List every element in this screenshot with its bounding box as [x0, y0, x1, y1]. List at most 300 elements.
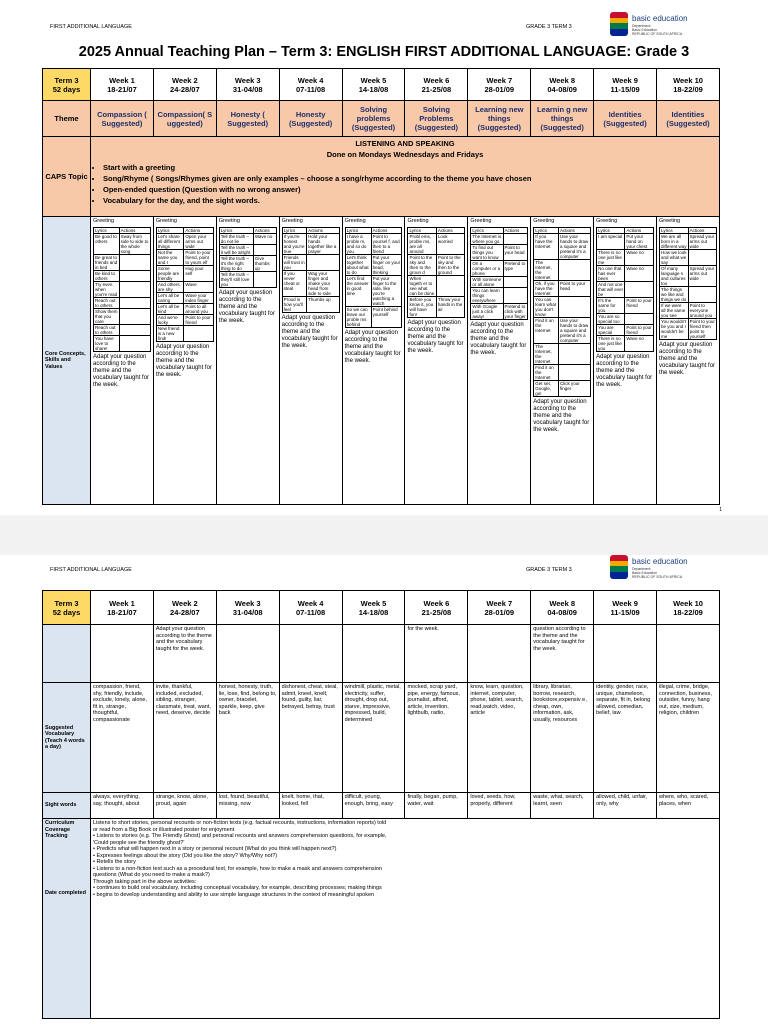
lyric-cell: I am special — [597, 233, 625, 249]
song-row — [660, 233, 717, 249]
action-cell: Wave no — [625, 335, 654, 351]
coat-of-arms-icon — [610, 555, 628, 579]
song-row — [345, 254, 402, 275]
greeting-label: Greeting — [533, 218, 555, 224]
curriculum-line: • Retells the story — [93, 859, 136, 865]
curriculum-line: 'Could people see the friendly ghost?' — [93, 839, 185, 846]
lyric-cell: The Internet, the Internet — [534, 343, 559, 364]
plan-table-page-2 — [42, 590, 720, 1019]
song-row — [94, 324, 151, 335]
song-row — [534, 259, 591, 280]
core-cell — [216, 217, 279, 505]
action-cell — [503, 276, 528, 287]
cont-cell — [216, 625, 279, 683]
header-subject: FIRST ADDITIONAL LANGUAGE — [50, 567, 132, 573]
action-cell: Point to your head — [559, 280, 591, 296]
song-row — [660, 302, 717, 318]
song-row — [94, 297, 151, 308]
song-row — [156, 303, 213, 314]
sight-cell: finally, began, pump, water, wait — [405, 793, 468, 819]
song-row — [408, 233, 465, 254]
action-cell: Point to your friend, point to yours elf — [184, 249, 213, 265]
action-cell: Wave — [184, 281, 213, 292]
action-cell — [688, 249, 716, 265]
vocab-cell: mocked, scrap yard, pipe, energy, famous, journalist, afford, article, invention, lightbulb, radio, — [405, 683, 468, 793]
coat-of-arms-icon — [610, 12, 628, 36]
adapt-question-text: Adapt your question according to the theme and the vocabulary taught for the week. — [533, 398, 590, 433]
week-cell: Week 7 28-01/09 — [468, 591, 531, 625]
lyric-cell: When togeth er to see what can be done — [408, 275, 436, 296]
cont-cell — [468, 625, 531, 683]
action-cell: Put your finger on your head, thinking — [372, 254, 401, 275]
song-row — [597, 265, 654, 281]
lyric-cell: Proud is how you'll feel — [282, 296, 307, 312]
vocab-cell: illegal, crime, bridge, connection, business, outsider, funny, hang out, size, medium, religion, children — [657, 683, 720, 793]
song-row — [345, 275, 402, 306]
action-cell — [184, 325, 213, 341]
action-cell: Pretend to click with your finger — [504, 303, 526, 319]
song-row — [597, 249, 654, 265]
actions-header: Actions — [503, 227, 528, 233]
lyric-cell: Let's all be kind — [156, 303, 184, 314]
song-row — [282, 233, 339, 254]
actions-header: Actions — [371, 227, 402, 233]
week-cell: Week 3 31-04/08 — [216, 591, 279, 625]
song-row — [94, 233, 151, 254]
song-row — [597, 281, 654, 297]
action-cell: Wave your index finger — [184, 292, 213, 303]
song-row — [471, 276, 528, 287]
lyric-cell: Let's think together about what to do — [345, 254, 371, 275]
action-cell — [119, 254, 150, 270]
action-cell — [119, 335, 150, 351]
actions-header: Actions — [436, 227, 464, 233]
theme-label: Theme — [43, 101, 91, 137]
week-cell: Week 7 28-01/09 — [468, 69, 531, 101]
lyric-cell: No one that has ever been — [597, 265, 625, 281]
header-subject: FIRST ADDITIONAL LANGUAGE — [50, 24, 132, 30]
action-cell: Wave no — [625, 249, 654, 265]
core-cell — [657, 217, 720, 505]
lyric-cell: You are special — [597, 324, 625, 335]
lyric-cell: You can learn things everywhere — [471, 287, 503, 303]
action-cell: Point to your friend — [625, 297, 654, 313]
song-row — [597, 335, 654, 351]
lyric-cell: Point to the sky and then to the groun d — [408, 254, 436, 275]
song-table — [93, 227, 151, 352]
core-label: Core Concepts, Skills and Values — [43, 217, 91, 505]
greeting-label: Greeting — [407, 218, 429, 224]
song-row — [534, 343, 591, 364]
week-cell: Week 2 24-28/07 — [153, 69, 216, 101]
page-header — [48, 557, 720, 585]
core-cell — [405, 217, 468, 505]
lyrics-header: Lyrics — [660, 227, 689, 233]
caps-subheading: Done on Mondays Wednesdays and Fridays — [326, 150, 484, 159]
curriculum-label: Curriculum Coverage Tracking Date completed — [43, 819, 91, 1019]
lyric-cell: There is no one just like me — [597, 249, 625, 265]
sight-cell: loved, seeds, how, properly, different — [468, 793, 531, 819]
lyric-cell: Tell the truth – do not lie — [219, 233, 253, 244]
lyric-cell: So we can leave our proble ms behind — [345, 306, 371, 327]
cont-cell — [594, 625, 657, 683]
action-cell — [119, 308, 150, 324]
greeting-label: Greeting — [281, 218, 303, 224]
lyrics-header: Lyrics — [408, 227, 436, 233]
vocab-cell: compassion, friend, shy, friendly, include, exclude, lonely, alone, fit in, strange, thoughtful, compassionate — [91, 683, 154, 793]
song-row — [219, 233, 276, 244]
week-cell: Week 5 14-18/08 — [342, 69, 405, 101]
lyrics-header: Lyrics — [94, 227, 120, 233]
lyric-cell: With Google just a click away! — [471, 303, 503, 319]
week-cell: Week 10 18-22/09 — [657, 69, 720, 101]
song-row — [534, 233, 591, 259]
core-cell — [342, 217, 405, 505]
action-cell — [307, 254, 339, 270]
actions-header: Actions — [625, 227, 654, 233]
adapt-question-text: Adapt your question according to the theme and the vocabulary taught for the week. — [470, 321, 527, 356]
lyric-cell: Some people are friendly — [156, 265, 184, 281]
action-cell: Put your hand on your chest — [625, 233, 654, 249]
week-cell: Week 8 04-08/09 — [531, 591, 594, 625]
lyric-cell: We are all born in a different way — [661, 233, 687, 249]
adapt-question-text: Adapt your question according to the theme and the vocabulary taught for the week. — [93, 353, 150, 388]
song-row — [156, 325, 213, 341]
logo-title: basic education — [632, 14, 688, 23]
lyrics-header: Lyrics — [219, 227, 253, 233]
lyric-cell: Oh, if you have the Internet — [534, 280, 559, 296]
greeting-label: Greeting — [659, 218, 681, 224]
lyric-cell: The Internet, the Internet — [534, 259, 559, 280]
page-2 — [0, 555, 768, 1024]
lyrics-header: Lyrics — [345, 227, 371, 233]
curriculum-line: • begins to develop understanding and ability to use simple language structures in the context of meaningful spoken — [93, 891, 375, 898]
action-cell: Thumbs up — [307, 296, 339, 312]
term-cell: Term 3 52 days — [43, 591, 91, 625]
action-cell: Open your arms out wide — [184, 233, 213, 249]
song-row — [282, 254, 339, 270]
lyric-cell: Of many language s and cultures too — [660, 265, 689, 286]
theme-cell: Compassion( S uggested) — [153, 101, 216, 137]
action-cell: Point to everyone around you — [688, 302, 716, 318]
vocab-cell: dishonest, cheat, steal, admit, kneel, knelt, found, guilty, liar, betrayed, betray, trust — [279, 683, 342, 793]
lyric-cell: You are so special too — [597, 313, 625, 324]
theme-cell: Solving Problems (Suggested) — [405, 101, 468, 137]
vocab-cell: windmill, plastic, metal, electricity, suffer, drought, drop out, starve, impressive, impressed, build, determined — [342, 683, 405, 793]
lyric-cell: Reach out to others — [94, 297, 120, 308]
lyric-cell: Get set, Google, go! — [534, 380, 559, 396]
sight-cell: always, everything, say, thought, about — [91, 793, 154, 819]
core-cell — [594, 217, 657, 505]
plan-table-page-1 — [42, 68, 720, 505]
vocab-cell: invite, thankful, included, excluded, sibling, stranger, classmate, treat, want, need, deserve, decide — [153, 683, 216, 793]
song-row — [408, 254, 465, 275]
caps-topic — [91, 137, 720, 217]
theme-cell: Learning new things (Suggested) — [468, 101, 531, 137]
lyrics-header: Lyrics — [534, 227, 559, 233]
song-row — [660, 318, 717, 339]
lyric-cell: Friends will trust in you — [283, 254, 305, 270]
core-cell — [91, 217, 154, 505]
department-logo — [610, 12, 720, 40]
curriculum-line: Listens to short stories, personal recounts or non-fiction texts (e.g. factual recounts, instructions, information reports) told — [93, 820, 387, 826]
lyric-cell: Find it on the Internet — [534, 364, 559, 380]
caps-item: • Open-ended question (Question with no wrong answer) — [103, 184, 717, 195]
week-cell: Week 10 18-22/09 — [657, 591, 720, 625]
lyric-cell: And not one that will ever be — [598, 281, 624, 297]
core-cell — [531, 217, 594, 505]
lyric-cell: Not the same you and I — [156, 249, 184, 265]
week-cell: Week 6 21-25/08 — [405, 69, 468, 101]
action-cell — [503, 287, 528, 303]
song-row — [660, 286, 717, 302]
action-cell: Point to your friend — [184, 314, 213, 325]
song-row — [94, 335, 151, 351]
song-row — [471, 260, 528, 276]
actions-header: Actions — [307, 227, 339, 233]
side-blank — [43, 625, 91, 683]
caps-list — [103, 162, 717, 206]
vocabulary-row — [43, 683, 720, 793]
song-row — [408, 275, 465, 296]
sight-cell: where, who, scared, places, when — [657, 793, 720, 819]
curriculum-line: • Expresses feelings about the story (Did you like the story? Why/Why not?) — [93, 852, 278, 859]
department-logo — [610, 555, 720, 583]
cont-cell — [279, 625, 342, 683]
song-row — [219, 271, 276, 287]
action-cell — [625, 313, 654, 324]
action-cell: Put your finger to the side, like you're watching a watch — [371, 275, 402, 306]
song-table — [470, 227, 528, 320]
lyric-cell: If you never cheat or steal — [282, 270, 307, 296]
song-row — [156, 292, 213, 303]
sight-words-label: Sight words — [43, 793, 91, 819]
lyric-cell: Reach out to others — [94, 324, 120, 335]
adapt-question-text: Adapt your question according to the theme and the vocabulary taught for the week. — [155, 343, 212, 378]
action-cell: Wave no — [253, 233, 276, 244]
lyric-cell: With someone or all alone — [472, 276, 502, 287]
lyric-cell: If we were all the same you see — [660, 302, 689, 318]
lyric-cell: Be kind to others — [94, 270, 120, 281]
adapt-question-text: Adapt your question according to the theme and the vocabulary taught for the week. — [218, 289, 275, 324]
theme-cell: Solving problems (Suggested) — [342, 101, 405, 137]
curriculum-line: • Predicts what will happen next in a story or personal recount (What do you think will happen next?) — [93, 846, 337, 852]
lyric-cell: You can learn what you don't know — [534, 296, 559, 317]
week-cell: Week 9 11-15/09 — [594, 591, 657, 625]
action-cell — [559, 259, 591, 280]
vocab-cell: library, librarian, borrow, research, bookstore,expensiv e, cheap, own, information, ask, usually, resources — [531, 683, 594, 793]
song-row — [471, 287, 528, 303]
lyrics-header: Lyrics — [597, 227, 625, 233]
lyric-cell: Before you know it, you will have fun! — [408, 296, 436, 317]
caps-label: CAPS Topic — [43, 137, 91, 217]
song-row — [471, 233, 528, 244]
song-row — [471, 244, 528, 260]
actions-header: Actions — [559, 227, 591, 233]
curriculum-line: Through taking part in the above activities: — [93, 878, 197, 885]
adapt-question-text: Adapt your question according to the theme and the vocabulary taught for the week. — [344, 329, 401, 364]
song-row — [597, 233, 654, 249]
lyric-cell: On a computer or a phone — [471, 260, 503, 276]
action-cell — [253, 244, 276, 255]
actions-header: Actions — [119, 227, 150, 233]
lyric-cell: New friend is a new find! — [156, 325, 184, 341]
lyric-cell: The things we like and things we do — [661, 286, 687, 302]
song-row — [597, 313, 654, 324]
week-cell: Week 5 14-18/08 — [342, 591, 405, 625]
sight-cell: lost, found, beautiful, missing, now — [216, 793, 279, 819]
lyric-cell: Be good to others — [94, 233, 120, 254]
theme-cell: Learnin g new things (Suggested) — [531, 101, 594, 137]
vocab-cell: identity, gender, race, unique, chameleon, separate, fit in, belong allowed, comedian, belief, law — [594, 683, 657, 793]
lyric-cell: Let's all be caring — [156, 292, 184, 303]
lyric-cell: And we're lucky — [156, 314, 184, 325]
sight-cell: difficult, young, enough, bring, easy — [342, 793, 405, 819]
action-cell: Wave no — [625, 265, 654, 281]
song-row — [408, 296, 465, 317]
core-cell — [153, 217, 216, 505]
lyric-cell: It's the same for you — [597, 297, 625, 313]
action-cell: Give thumbs up — [253, 255, 276, 271]
lyric-cell: Find it on the Internet — [534, 317, 559, 343]
action-cell: Point behind yourself — [371, 306, 402, 327]
lyric-cell: And others are shy — [156, 281, 184, 292]
curriculum-line: or read from a Big Book or illustrated poster for enjoyment — [93, 826, 235, 833]
vocab-cell: know, learn, question, internet, computer, phone, tablet, search, read,watch, video, article — [468, 683, 531, 793]
song-row — [534, 296, 591, 317]
action-cell: Pretend to type — [503, 260, 528, 276]
lyric-cell: Try even when you're mad — [94, 281, 120, 297]
song-row — [660, 265, 717, 286]
song-table — [659, 227, 717, 340]
date-completed-label: Date completed — [45, 889, 86, 896]
song-row — [534, 364, 591, 380]
song-table — [533, 227, 591, 397]
greeting-label: Greeting — [344, 218, 366, 224]
lyric-cell: To find out things you want to know — [471, 244, 503, 260]
action-cell: Point to the sky and then to the ground — [436, 254, 464, 275]
actions-header: Actions — [253, 227, 276, 233]
song-table — [219, 227, 277, 288]
theme-cell: Honesty (Suggested) — [279, 101, 342, 137]
theme-cell: Identities (Suggested) — [657, 101, 720, 137]
week-cell: Week 1 18-21/07 — [91, 591, 154, 625]
song-row — [156, 281, 213, 292]
page-gap — [0, 515, 768, 555]
caps-item: • Start with a greeting — [103, 162, 717, 173]
sight-cell: knelt, home, that, looked, fell — [279, 793, 342, 819]
action-cell: Point to yoursel f, and then to a friend — [371, 233, 402, 254]
action-cell: Point to your head — [503, 244, 528, 260]
action-cell: Sway from side to side to the whole song — [120, 233, 149, 254]
lyric-cell: Let's find the answer in good time — [345, 275, 371, 306]
song-row — [219, 244, 276, 255]
song-row — [94, 281, 151, 297]
lyric-cell: You wouldn't be you and I wouldn't be me — [661, 318, 687, 339]
week-header-row — [43, 69, 720, 101]
song-table — [596, 227, 654, 352]
action-cell — [119, 297, 150, 308]
action-cell — [625, 281, 654, 297]
lyric-cell: The Internet is where you go — [472, 233, 502, 244]
caps-item: • Vocabulary for the day, and the sight words. — [103, 195, 717, 206]
song-row — [94, 254, 151, 270]
actions-header: Actions — [688, 227, 716, 233]
action-cell: Point to all around you — [184, 303, 213, 314]
song-row — [282, 270, 339, 296]
song-row — [534, 280, 591, 296]
adapt-question-text: Adapt your question according to the theme and the vocabulary taught for the week. — [407, 319, 464, 354]
lyric-cell: Tell the truth – it will be alright — [219, 244, 253, 255]
logo-subtitle: Department: Basic Education REPUBLIC OF SOUTH AFRICA — [632, 567, 683, 579]
core-cell — [279, 217, 342, 505]
logo-subtitle: Department: Basic Education REPUBLIC OF SOUTH AFRICA — [632, 24, 683, 36]
action-cell: Use your hands to draw a square and pretend it's a computer — [559, 317, 591, 343]
action-cell: Use your hands to draw a square and pretend it's a computer — [559, 233, 591, 259]
greeting-label: Greeting — [596, 218, 618, 224]
action-cell — [559, 343, 591, 364]
song-table — [407, 227, 465, 318]
curriculum-line: • continues to build oral vocabulary, including conceptual vocabulary, for example, describing processes; making things — [93, 885, 382, 891]
lyric-cell: If you have the Internet — [534, 233, 559, 259]
action-cell — [559, 364, 591, 380]
action-cell: Point to your friend — [626, 324, 652, 335]
curriculum-line: questions (What do you need to make a mask?) — [93, 872, 210, 878]
action-cell: Spread your arms out wide — [688, 233, 716, 249]
action-cell: Spread your arms out wide — [688, 265, 716, 286]
week-cell: Week 4 07-11/08 — [279, 591, 342, 625]
lyrics-header: Lyrics — [282, 227, 307, 233]
cont-cell — [91, 625, 154, 683]
action-cell — [253, 271, 276, 287]
action-cell: Hold your hands together like a prayer — [307, 233, 339, 254]
lyric-cell: There is no one just like you — [597, 335, 625, 351]
caps-heading: LISTENING AND SPEAKING — [355, 139, 455, 148]
week-cell: Week 6 21-25/08 — [405, 591, 468, 625]
song-row — [345, 306, 402, 327]
lyric-cell: If you're honest and you're true — [282, 233, 307, 254]
song-row — [597, 324, 654, 335]
song-row — [156, 233, 213, 249]
page-header — [48, 14, 720, 42]
theme-cell: Compassion ( Suggested) — [91, 101, 154, 137]
sight-words-row — [43, 793, 720, 819]
song-row — [534, 380, 591, 396]
cont-cell: Adapt your question according to the theme and the vocabulary taught for the week. — [153, 625, 216, 683]
song-table — [156, 227, 214, 342]
action-cell: Wag your finger and shake your head from side to side — [307, 270, 339, 296]
song-row — [156, 265, 213, 281]
week-cell: Week 9 11-15/09 — [594, 69, 657, 101]
vocab-cell: honest, honesty, truth, lie, lose, find, belong to, owner, bracelet, sparkle, keep, give back — [216, 683, 279, 793]
continuation-row — [43, 625, 720, 683]
song-table — [282, 227, 340, 313]
lyric-cell: Show them that you care — [95, 308, 118, 324]
song-row — [219, 255, 276, 271]
lyric-cell: Tell the truth – they'll still love you — [219, 271, 253, 287]
week-cell: Week 2 24-28/07 — [153, 591, 216, 625]
core-row — [43, 217, 720, 505]
action-cell: Hug your self — [184, 265, 213, 281]
theme-cell: Honesty ( Suggested) — [216, 101, 279, 137]
greeting-label: Greeting — [470, 218, 492, 224]
caps-item: • Song/Rhyme ( Songs/Rhymes given are only examples – choose a song/rhyme according to the theme you have chosen — [103, 173, 717, 184]
adapt-question-text: Adapt your question according to the theme and the vocabulary taught for the week. — [659, 341, 716, 376]
lyric-cell: Probl ems, proble ms, are all around — [408, 233, 436, 254]
action-cell — [119, 270, 150, 281]
action-cell: Click your finger — [559, 380, 591, 396]
week-header-row — [43, 591, 720, 625]
